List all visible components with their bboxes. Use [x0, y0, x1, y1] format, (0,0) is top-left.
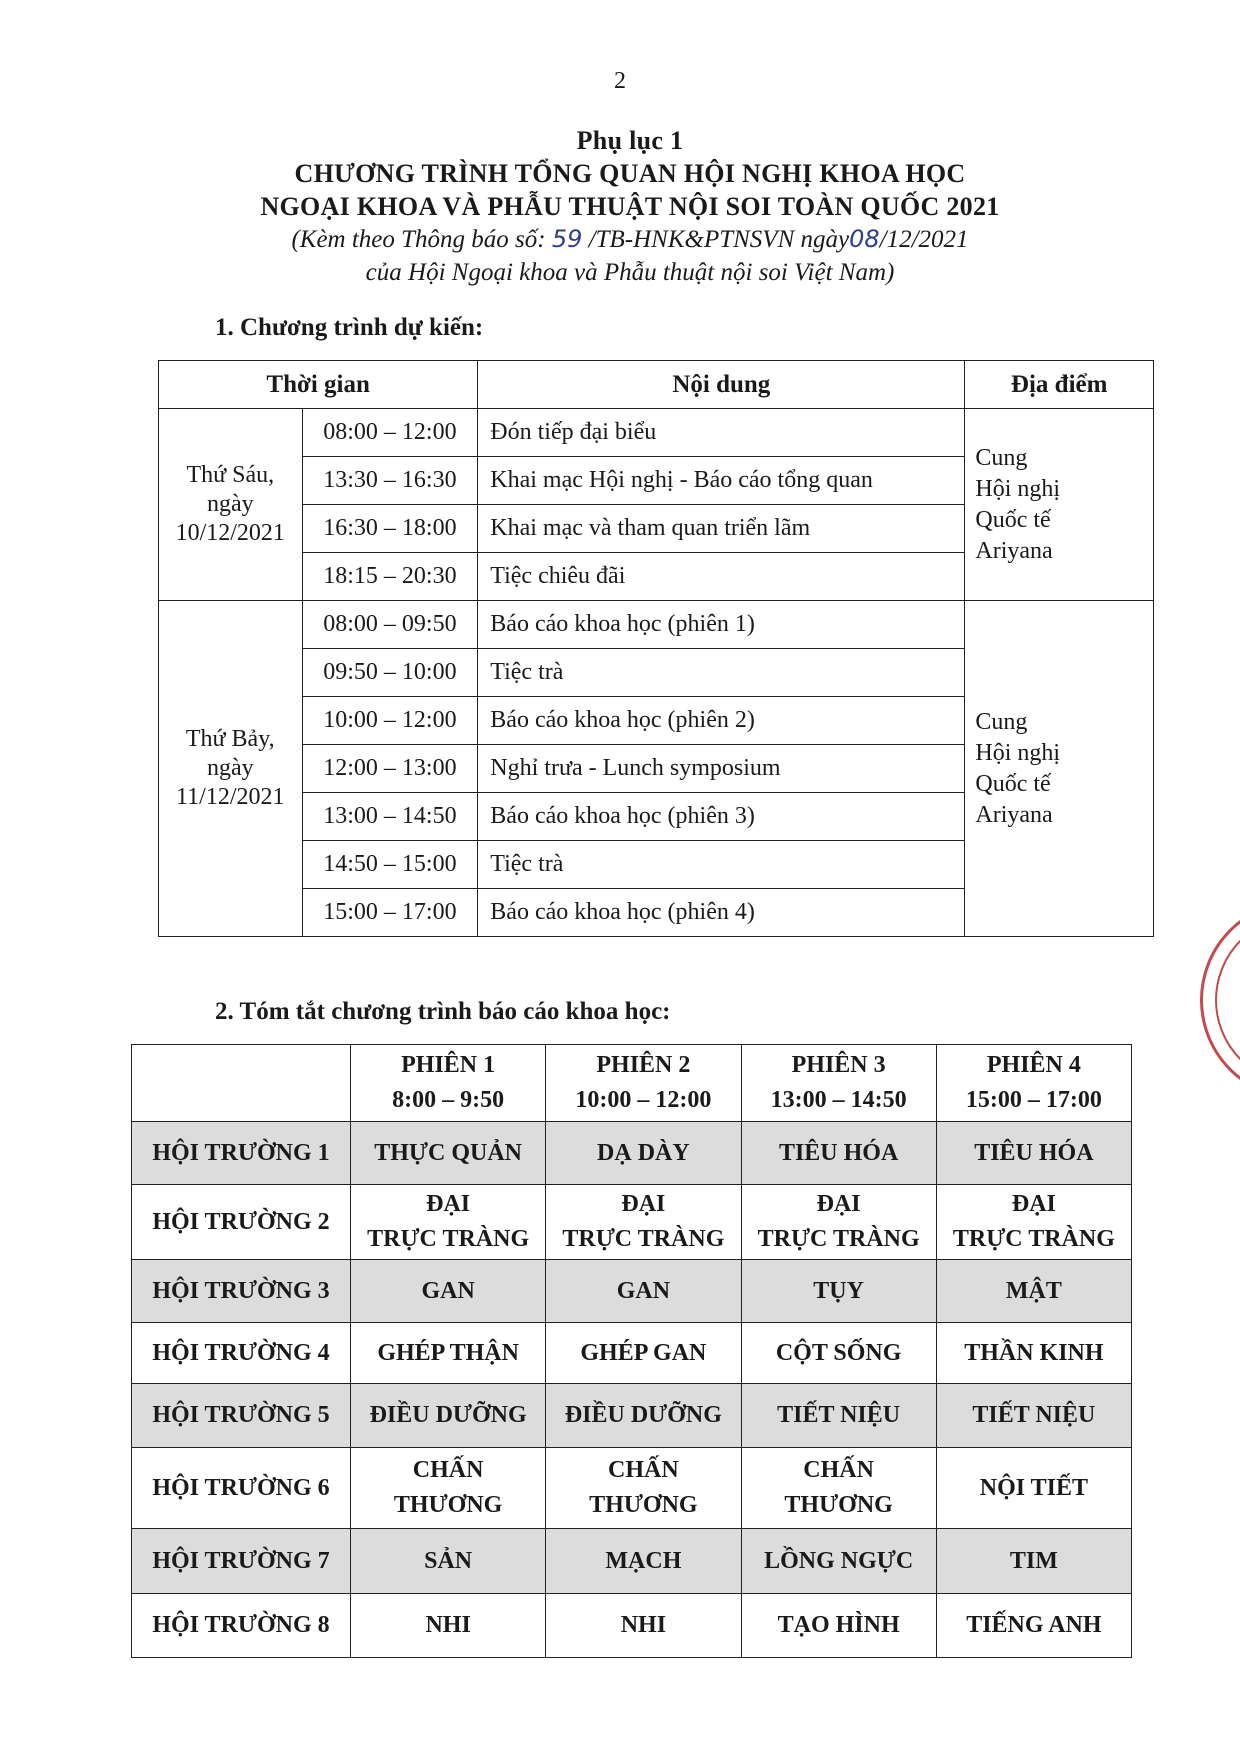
topic-line: CHẤN — [608, 1457, 679, 1483]
summary-table — [131, 1044, 1132, 1658]
topic-line: TRỰC TRÀNG — [757, 1226, 920, 1252]
topic-line: TIM — [1009, 1547, 1058, 1574]
topic-line: TIẾT NIỆU — [777, 1402, 901, 1428]
topic-line: GAN — [616, 1277, 671, 1304]
location-line: Ariyana — [975, 537, 1053, 564]
content-cell: Tiệc trà — [478, 841, 965, 889]
topic-line: TIẾT NIỆU — [972, 1402, 1096, 1428]
topic-cell — [351, 1122, 546, 1185]
hall-row — [132, 1384, 1132, 1448]
time-cell: 08:00 – 12:00 — [302, 409, 478, 457]
topic-line: THƯƠNG — [393, 1492, 503, 1518]
session-name: PHIÊN 4 — [986, 1052, 1081, 1078]
topic-line: TIÊU HÓA — [778, 1139, 899, 1166]
topic-cell — [351, 1260, 546, 1323]
topic-cell — [546, 1529, 741, 1594]
day-line: 11/12/2021 — [176, 784, 285, 810]
location-line: Quốc tế — [975, 506, 1051, 533]
topic-line: SẢN — [424, 1547, 473, 1574]
topic-cell — [351, 1323, 546, 1384]
location-cell — [965, 409, 1154, 601]
summary-body — [132, 1122, 1132, 1658]
topic-line: DẠ DÀY — [597, 1139, 690, 1166]
time-cell: 13:00 – 14:50 — [302, 793, 478, 841]
topic-cell — [351, 1448, 546, 1529]
topic-cell — [351, 1185, 546, 1260]
topic-line: GHÉP THẬN — [377, 1339, 519, 1366]
location-line: Hội nghị — [975, 475, 1061, 502]
topic-cell — [936, 1122, 1131, 1185]
red-seal-stamp — [1200, 900, 1240, 1100]
topic-cell — [741, 1529, 936, 1594]
session-header — [546, 1045, 741, 1122]
content-cell: Khai mạc Hội nghị - Báo cáo tổng quan — [478, 457, 965, 505]
topic-line: CHẤN — [412, 1457, 484, 1483]
schedule-row — [159, 409, 1154, 457]
time-cell: 14:50 – 15:00 — [302, 841, 478, 889]
topic-cell — [741, 1185, 936, 1260]
day-cell — [159, 601, 303, 937]
hall-name-cell: HỘI TRƯỜNG 1 — [132, 1122, 351, 1185]
topic-line: NHI — [425, 1612, 471, 1638]
topic-cell — [936, 1594, 1131, 1658]
content-cell: Báo cáo khoa học (phiên 2) — [478, 697, 965, 745]
topic-cell — [741, 1384, 936, 1448]
hall-name-cell: HỘI TRƯỜNG 2 — [132, 1185, 351, 1260]
session-name: PHIÊN 3 — [791, 1052, 886, 1078]
section2-heading: 2. Tóm tắt chương trình báo cáo khoa học: — [215, 998, 671, 1025]
handwritten-doc-day: 08 — [849, 225, 880, 253]
topic-cell — [741, 1122, 936, 1185]
topic-line: CỘT SỐNG — [775, 1339, 902, 1366]
header-time: Thời gian — [159, 361, 478, 409]
topic-cell — [546, 1384, 741, 1448]
time-cell: 09:50 – 10:00 — [302, 649, 478, 697]
schedule-table — [158, 360, 1154, 937]
topic-cell — [546, 1122, 741, 1185]
hall-row — [132, 1122, 1132, 1185]
topic-cell — [936, 1529, 1131, 1594]
session-header — [741, 1045, 936, 1122]
header-content: Nội dung — [478, 361, 965, 409]
session-time: 13:00 – 14:50 — [770, 1087, 907, 1113]
content-cell: Khai mạc và tham quan triển lãm — [478, 505, 965, 553]
content-cell: Tiệc trà — [478, 649, 965, 697]
hall-name-cell: HỘI TRƯỜNG 5 — [132, 1384, 351, 1448]
hall-name-cell: HỘI TRƯỜNG 6 — [132, 1448, 351, 1529]
location-line: Hội nghị — [975, 739, 1061, 766]
location-line: Cung — [975, 708, 1028, 735]
topic-cell — [546, 1594, 741, 1658]
hall-row — [132, 1323, 1132, 1384]
topic-line: THƯƠNG — [589, 1492, 698, 1518]
topic-line: GAN — [421, 1277, 475, 1304]
topic-cell — [351, 1594, 546, 1658]
title-block — [0, 124, 1240, 289]
topic-line: TẠO HÌNH — [777, 1612, 900, 1638]
topic-line: NỘI TIẾT — [979, 1474, 1089, 1501]
page-number: 2 — [614, 68, 626, 94]
appendix-title: Phụ lục 1 — [576, 126, 684, 155]
time-cell: 15:00 – 17:00 — [302, 889, 478, 937]
topic-line: ĐẠI — [621, 1191, 666, 1217]
topic-line: TỤY — [813, 1277, 864, 1304]
summary-header-row — [132, 1045, 1132, 1122]
topic-cell — [936, 1448, 1131, 1529]
topic-cell — [936, 1323, 1131, 1384]
topic-line: GHÉP GAN — [580, 1339, 707, 1366]
session-time: 15:00 – 17:00 — [965, 1087, 1102, 1113]
issuer-note: của Hội Ngoại khoa và Phẫu thuật nội soi Việt Nam) — [365, 259, 895, 286]
topic-cell — [351, 1384, 546, 1448]
topic-line: TIÊU HÓA — [974, 1139, 1094, 1166]
day-line: Thứ Bảy, — [185, 726, 275, 752]
topic-cell — [741, 1323, 936, 1384]
topic-line: TRỰC TRÀNG — [367, 1226, 530, 1252]
topic-cell — [546, 1185, 741, 1260]
location-line: Ariyana — [975, 801, 1053, 828]
content-cell: Đón tiếp đại biểu — [478, 409, 965, 457]
content-cell: Báo cáo khoa học (phiên 1) — [478, 601, 965, 649]
topic-line: ĐẠI — [1011, 1191, 1056, 1217]
hall-row — [132, 1594, 1132, 1658]
day-line: ngày — [206, 491, 254, 517]
hall-row — [132, 1260, 1132, 1323]
content-cell: Báo cáo khoa học (phiên 3) — [478, 793, 965, 841]
session-name: PHIÊN 1 — [401, 1052, 496, 1078]
topic-cell — [741, 1260, 936, 1323]
topic-cell — [546, 1448, 741, 1529]
time-cell: 10:00 – 12:00 — [302, 697, 478, 745]
schedule-body — [159, 409, 1154, 937]
content-cell: Tiệc chiêu đãi — [478, 553, 965, 601]
time-cell: 13:30 – 16:30 — [302, 457, 478, 505]
handwritten-doc-number: 59 — [551, 225, 583, 253]
hall-name-cell: HỘI TRƯỜNG 8 — [132, 1594, 351, 1658]
topic-line: MẬT — [1005, 1277, 1062, 1304]
session-header — [936, 1045, 1131, 1122]
location-line: Cung — [975, 444, 1028, 471]
topic-line: LỒNG NGỰC — [764, 1547, 914, 1574]
time-cell: 18:15 – 20:30 — [302, 553, 478, 601]
day-cell — [159, 409, 303, 601]
topic-cell — [936, 1384, 1131, 1448]
program-title-line2: NGOẠI KHOA VÀ PHẪU THUẬT NỘI SOI TOÀN QUỐC 2021 — [260, 192, 1000, 221]
schedule-header-row — [159, 361, 1154, 409]
topic-cell — [741, 1448, 936, 1529]
topic-cell — [351, 1529, 546, 1594]
session-time: 10:00 – 12:00 — [575, 1087, 712, 1113]
topic-line: ĐIỀU DƯỠNG — [564, 1402, 722, 1428]
location-line: Quốc tế — [975, 770, 1051, 797]
time-cell: 08:00 – 09:50 — [302, 601, 478, 649]
topic-cell — [546, 1323, 741, 1384]
topic-line: THỰC QUẢN — [374, 1139, 523, 1166]
hall-name-cell: HỘI TRƯỜNG 4 — [132, 1323, 351, 1384]
hall-name-cell: HỘI TRƯỜNG 7 — [132, 1529, 351, 1594]
hall-row — [132, 1529, 1132, 1594]
hall-row — [132, 1185, 1132, 1260]
hall-name-cell: HỘI TRƯỜNG 3 — [132, 1260, 351, 1323]
topic-line: THƯƠNG — [784, 1492, 893, 1518]
program-title-line1: CHƯƠNG TRÌNH TỔNG QUAN HỘI NGHỊ KHOA HỌC — [294, 159, 966, 188]
session-time: 8:00 – 9:50 — [392, 1087, 505, 1113]
time-cell: 16:30 – 18:00 — [302, 505, 478, 553]
day-line: ngày — [206, 755, 254, 781]
time-cell: 12:00 – 13:00 — [302, 745, 478, 793]
topic-cell — [936, 1185, 1131, 1260]
hall-row — [132, 1448, 1132, 1529]
attachment-note: (Kèm theo Thông báo số: 59 /TB-HNK&PTNSVN ngày08/12/2021 — [291, 225, 969, 253]
topic-cell — [741, 1594, 936, 1658]
seal-inner-ring — [1215, 915, 1240, 1085]
topic-line: TRỰC TRÀNG — [952, 1226, 1115, 1252]
summary-corner-cell — [132, 1045, 351, 1122]
topic-line: NHI — [620, 1612, 667, 1638]
section1-heading: 1. Chương trình dự kiến: — [215, 314, 484, 341]
topic-line: MẠCH — [605, 1547, 682, 1574]
content-cell: Báo cáo khoa học (phiên 4) — [478, 889, 965, 937]
schedule-row — [159, 601, 1154, 649]
location-cell — [965, 601, 1154, 937]
topic-line: THẦN KINH — [964, 1339, 1104, 1366]
topic-cell — [936, 1260, 1131, 1323]
session-name: PHIÊN 2 — [596, 1052, 691, 1078]
header-location: Địa điểm — [965, 361, 1154, 409]
topic-cell — [546, 1260, 741, 1323]
content-cell: Nghỉ trưa - Lunch symposium — [478, 745, 965, 793]
day-line: Thứ Sáu, — [186, 462, 275, 488]
topic-line: TRỰC TRÀNG — [562, 1226, 725, 1252]
topic-line: ĐẠI — [426, 1191, 471, 1217]
topic-line: ĐIỀU DƯỠNG — [369, 1402, 527, 1428]
topic-line: CHẤN — [803, 1457, 874, 1483]
day-line: 10/12/2021 — [175, 520, 285, 546]
topic-line: TIẾNG ANH — [966, 1612, 1102, 1638]
session-header — [351, 1045, 546, 1122]
topic-line: ĐẠI — [816, 1191, 861, 1217]
